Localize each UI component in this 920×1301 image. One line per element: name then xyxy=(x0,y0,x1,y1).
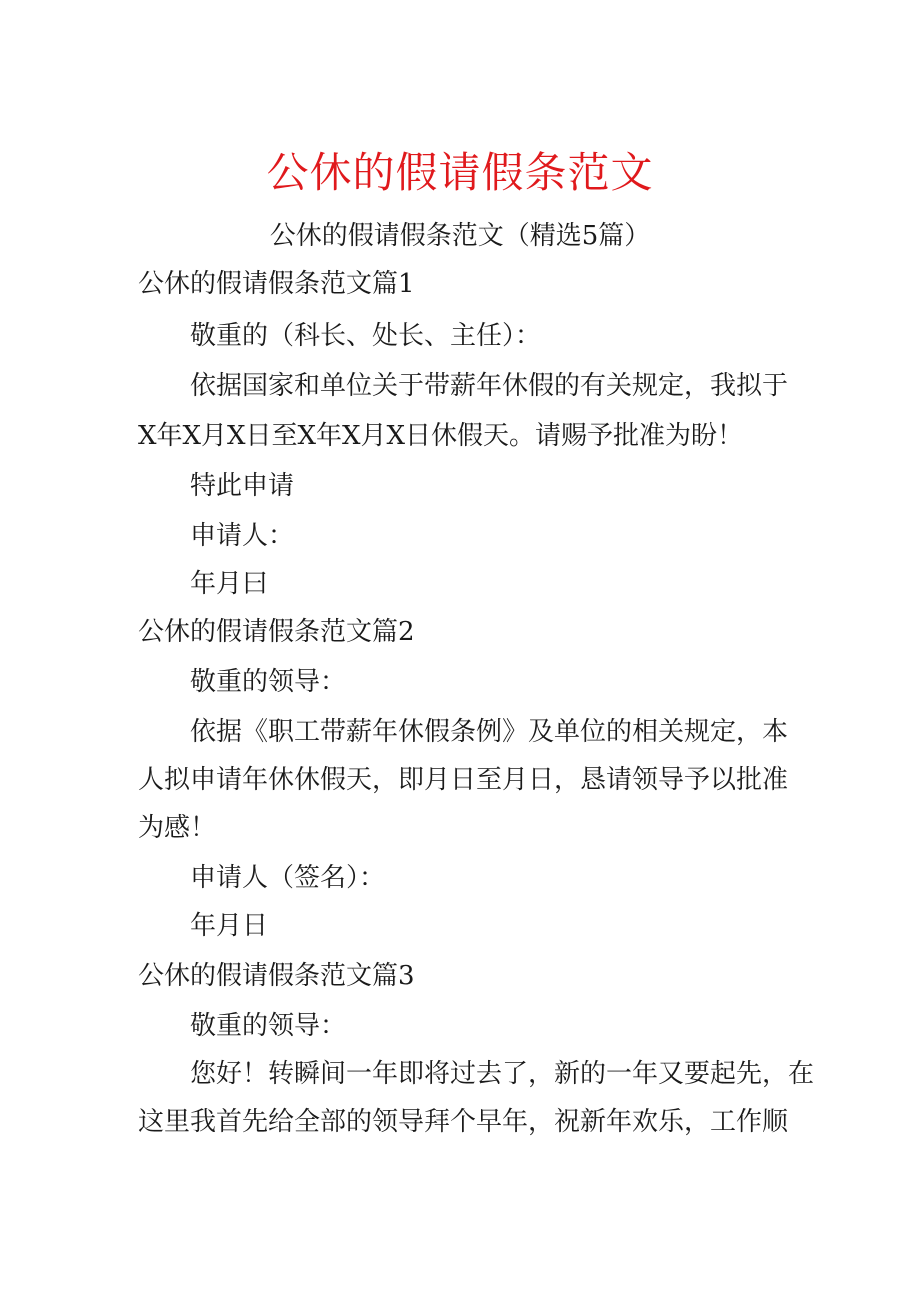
paragraph-line: 依据《职工带薪年休假条例》及单位的相关规定，本 xyxy=(190,717,789,747)
applicant-line: 申请人（签名）： xyxy=(190,863,386,893)
paragraph-line: 依据国家和单位关于带薪年休假的有关规定，我拟于 xyxy=(190,371,789,401)
paragraph-line: 人拟申请年休休假天，即月日至月日，恳请领导予以批准 xyxy=(138,765,789,795)
paragraph-line: 这里我首先给全部的领导拜个早年，祝新年欢乐，工作顺 xyxy=(138,1107,789,1137)
date-line: 年月曰 xyxy=(190,569,269,599)
closing-line: 特此申请 xyxy=(190,471,295,501)
paragraph-line: 您好！转瞬间一年即将过去了，新的一年又要起先，在 xyxy=(190,1059,815,1089)
date-line: 年月日 xyxy=(190,911,269,941)
paragraph-line: X年X月X日至X年X月X日休假天。请赐予批准为盼！ xyxy=(138,421,744,451)
section-heading-1: 公休的假请假条范文篇1 xyxy=(138,269,415,299)
section-heading-3: 公休的假请假条范文篇3 xyxy=(138,961,415,991)
document-subtitle: 公休的假请假条范文（精选5篇） xyxy=(269,221,651,251)
salutation: 敬重的领导： xyxy=(190,667,347,697)
paragraph-line: 为感！ xyxy=(138,813,217,843)
salutation: 敬重的（科长、处长、主任）： xyxy=(190,321,542,351)
section-heading-2: 公休的假请假条范文篇2 xyxy=(138,617,415,647)
document-title: 公休的假请假条范文 xyxy=(266,148,654,197)
applicant-line: 申请人： xyxy=(190,521,295,551)
salutation: 敬重的领导： xyxy=(190,1011,347,1041)
